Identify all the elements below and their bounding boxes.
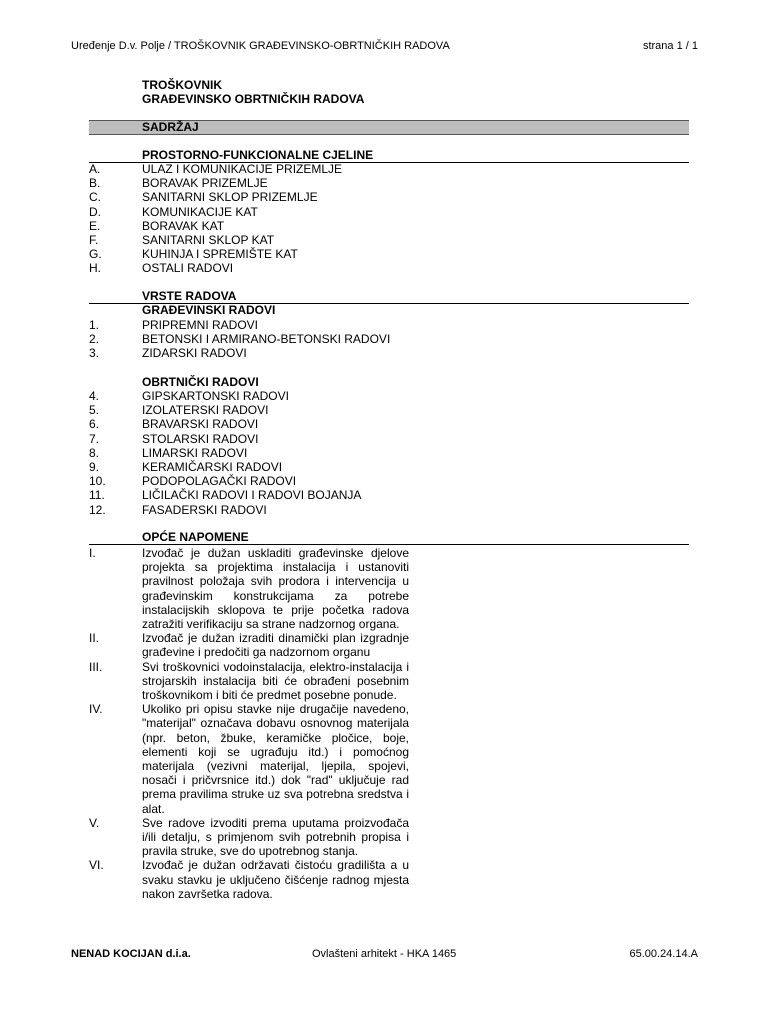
item-label: IV. [89, 702, 103, 717]
work-type-item [89, 460, 689, 474]
item-text: BETONSKI I ARMIRANO-BETONSKI RADOVI [142, 332, 391, 347]
item-label: 8. [89, 445, 100, 460]
page-header-title: Uređenje D.v. Polje / TROŠKOVNIK GRAĐEVINSKO-OBRTNIČKIH RADOVA [71, 40, 450, 52]
cjelina-item [89, 205, 689, 219]
note-item [89, 660, 419, 703]
item-text: KERAMIČARSKI RADOVI [142, 459, 283, 474]
cjelina-item [89, 176, 689, 190]
work-type-item [89, 474, 689, 488]
item-label: 10. [89, 474, 106, 489]
item-label: 12. [89, 502, 106, 517]
item-label: V. [89, 815, 100, 830]
item-label: 5. [89, 403, 100, 418]
item-text: FASADERSKI RADOVI [142, 502, 267, 517]
item-text: IZOLATERSKI RADOVI [142, 403, 269, 418]
item-text: Izvođač je dužan izraditi dinamički plan izgradnje građevine i predočiti ga nadzornom organu [142, 631, 409, 660]
notes-list [89, 546, 419, 901]
work-type-item [89, 503, 689, 517]
cjelina-item [89, 261, 689, 275]
item-text: BRAVARSKI RADOVI [142, 417, 259, 432]
work-type-item [89, 488, 689, 502]
section-heading-text: PROSTORNO-FUNKCIONALNE CJELINE [142, 148, 374, 162]
item-label: 7. [89, 431, 100, 446]
item-text: LIMARSKI RADOVI [142, 445, 248, 460]
item-label: H. [89, 261, 101, 276]
footer-license: Ovlašteni arhitekt - HKA 1465 [312, 948, 457, 960]
note-item [89, 816, 419, 859]
work-type-item [89, 403, 689, 417]
item-label: 9. [89, 459, 100, 474]
item-label: 3. [89, 346, 100, 361]
note-item [89, 546, 419, 631]
item-text: Ukoliko pri opisu stavke nije drugačije navedeno, "materijal" označava dobavu osnovnog materijala (npr. beton, žbuke, keramičke pločice, boje, elementi koji se ugrađuju itd.) i pomoćnog materijala (vezivni materijal, ljepila, spojevi, nosači i pričvrsnice itd.) dok "rad" uključuje rad prema pravilima struke uz sva potrebna sredstva i alat. [142, 702, 409, 816]
item-label: 4. [89, 389, 100, 403]
section-heading-text: VRSTE RADOVA [142, 289, 237, 303]
item-label: G. [89, 247, 102, 262]
footer-doc-code: 65.00.24.14.A [629, 948, 698, 960]
item-label: VI. [89, 858, 104, 873]
work-type-item [89, 318, 689, 332]
document-title: TROŠKOVNIK [142, 78, 223, 92]
item-text: KOMUNIKACIJE KAT [142, 204, 258, 219]
item-text: GIPSKARTONSKI RADOVI [142, 389, 289, 403]
work-type-item [89, 417, 689, 431]
item-label: II. [89, 631, 100, 646]
subheading-gradjevinski: GRAĐEVINSKI RADOVI [142, 303, 276, 317]
cjelina-item [89, 247, 689, 261]
cjelina-item [89, 190, 689, 204]
item-text: PRIPREMNI RADOVI [142, 318, 259, 332]
obrtnicki-list [89, 389, 689, 517]
item-label: I. [89, 546, 96, 560]
cjelina-item [89, 219, 689, 233]
document-subtitle: GRAĐEVINSKO OBRTNIČKIH RADOVA [142, 92, 365, 106]
subheading-obrtnicki: OBRTNIČKI RADOVI [142, 375, 259, 389]
work-type-item [89, 389, 689, 403]
cjelina-item [89, 233, 689, 247]
item-text: OSTALI RADOVI [142, 261, 234, 276]
contents-label: SADRŽAJ [142, 120, 199, 134]
work-type-item [89, 346, 689, 360]
contents-bar [89, 120, 689, 135]
item-text: SANITARNI SKLOP KAT [142, 232, 275, 247]
item-text: STOLARSKI RADOVI [142, 431, 259, 446]
item-label: E. [89, 218, 101, 233]
item-label: 11. [89, 488, 105, 503]
item-text: ZIDARSKI RADOVI [142, 346, 247, 361]
item-label: III. [89, 659, 103, 674]
item-label: B. [89, 176, 101, 191]
item-text: Sve radove izvoditi prema uputama proizvođača i/ili detalju, s primjenom svih potrebnih propisa i pravila struke, sve do upotrebnog stanja. [142, 815, 409, 859]
section-heading-napomene [89, 530, 689, 545]
item-text: BORAVAK KAT [142, 218, 225, 233]
item-label: D. [89, 204, 101, 219]
page-number: strana 1 / 1 [642, 40, 698, 52]
item-text: Izvođač je dužan uskladiti građevinske djelove projekta sa projektima instalacija i ustanoviti pravilnost položaja svih prodora i intervencija u građevinskim konstrukcijama za potrebe instalacijskih sklopova te prije početka radova zatražiti verifikaciju sa strane nadzornog organa. [142, 546, 409, 632]
item-label: A. [89, 162, 101, 176]
note-item [89, 702, 419, 816]
item-text: Svi troškovnici vodoinstalacija, elektro-instalacija i strojarskih instalacija biti će obrađeni posebnim troškovnikom i biti će predmet posebne ponude. [142, 659, 409, 703]
note-item [89, 858, 419, 901]
work-type-item [89, 446, 689, 460]
gradjevinski-list [89, 318, 689, 361]
item-text: KUHINJA I SPREMIŠTE KAT [142, 247, 298, 262]
item-text: PODOPOLAGAČKI RADOVI [142, 474, 297, 489]
section-heading-vrste [89, 289, 689, 304]
item-text: LIČILAČKI RADOVI I RADOVI BOJANJA [142, 488, 362, 503]
work-type-item [89, 332, 689, 346]
note-item [89, 631, 419, 659]
cjeline-list [89, 162, 689, 276]
item-text: Izvođač je dužan održavati čistoću gradilišta a u svaku stavku je uključeno čišćenje radnog mjesta nakon završetka radova. [142, 858, 409, 901]
item-label: F. [89, 232, 99, 247]
item-label: 1. [89, 318, 100, 332]
item-text: ULAZ I KOMUNIKACIJE PRIZEMLJE [142, 162, 343, 176]
footer-author: NENAD KOCIJAN d.i.a. [71, 948, 191, 960]
section-heading-cjeline [89, 148, 689, 163]
item-label: C. [89, 190, 101, 205]
item-text: BORAVAK PRIZEMLJE [142, 176, 268, 191]
section-heading-text: OPĆE NAPOMENE [142, 530, 249, 544]
item-label: 6. [89, 417, 100, 432]
item-text: SANITARNI SKLOP PRIZEMLJE [142, 190, 318, 205]
work-type-item [89, 432, 689, 446]
item-label: 2. [89, 332, 100, 347]
cjelina-item [89, 162, 689, 176]
